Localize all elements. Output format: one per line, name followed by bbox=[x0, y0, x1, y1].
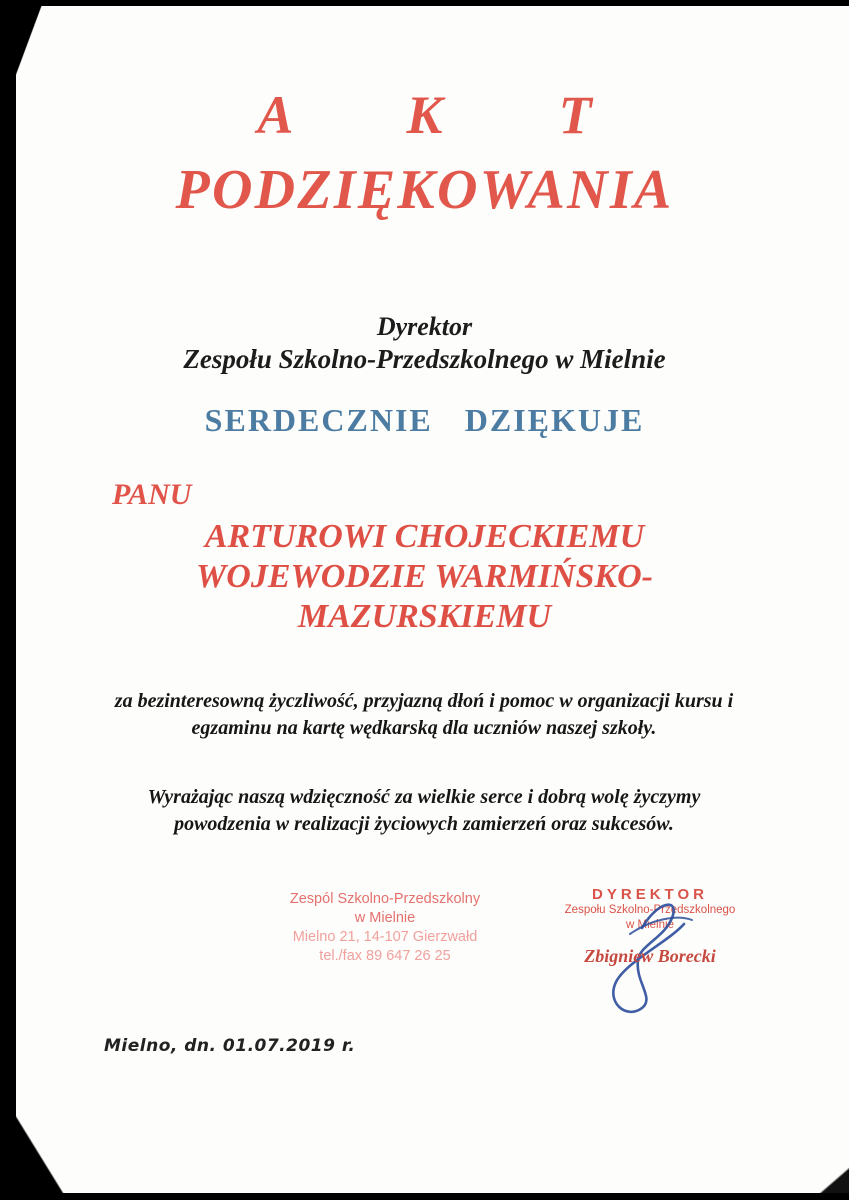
institution-stamp bbox=[255, 890, 515, 965]
certificate-title-line1: A K T bbox=[257, 85, 643, 145]
thanks-statement: SERDECZNIE DZIĘKUJE bbox=[204, 402, 645, 438]
recipient-salutation: PANU bbox=[112, 478, 192, 511]
body-paragraph-2: Wyrażając naszą wdzięczność za wielkie serce i dobrą wolę życzymy powodzenia w realizacji życiowych zamierzeń oraz sukcesów. bbox=[147, 786, 701, 835]
body-paragraph-1: za bezinteresowną życzliwość, przyjazną dłoń i pomoc w organizacji kursu i egzaminu na kartę wędkarską dla uczniów naszej szkoły. bbox=[114, 690, 734, 739]
certificate-title-line2: PODZIĘKOWANIA bbox=[175, 159, 674, 221]
signature-name: Zbigniew Borecki bbox=[584, 946, 716, 966]
stamp-institution-phone: tel./fax 89 647 26 25 bbox=[319, 947, 451, 964]
director-stamp bbox=[530, 886, 770, 933]
stamp-institution-location: w Mielnie bbox=[354, 909, 416, 926]
stamp-institution-name: Zespól Szkolno-Przedszkolny bbox=[289, 891, 481, 907]
stamp-director-title: DYREKTOR bbox=[592, 886, 708, 903]
stamp-institution-address: Mielno 21, 14-107 Gierzwałd bbox=[292, 928, 478, 945]
stamp-director-institution: Zespołu Szkolno-Przedszkolnego bbox=[564, 904, 736, 916]
recipient-name-line1: ARTUROWI CHOJECKIEMU bbox=[204, 518, 645, 555]
place-and-date: Mielno, dn. 01.07.2019 r. bbox=[104, 1036, 356, 1056]
recipient-name-line2: WOJEWODZIE WARMIŃSKO- bbox=[196, 558, 653, 595]
issuer-role: Dyrektor bbox=[376, 312, 473, 341]
issuer-institution: Zespołu Szkolno-Przedszkolnego w Mielnie bbox=[183, 344, 666, 374]
stamp-director-location: w Mielnie bbox=[626, 918, 674, 931]
recipient-name-line3: MAZURSKIEMU bbox=[297, 598, 552, 635]
